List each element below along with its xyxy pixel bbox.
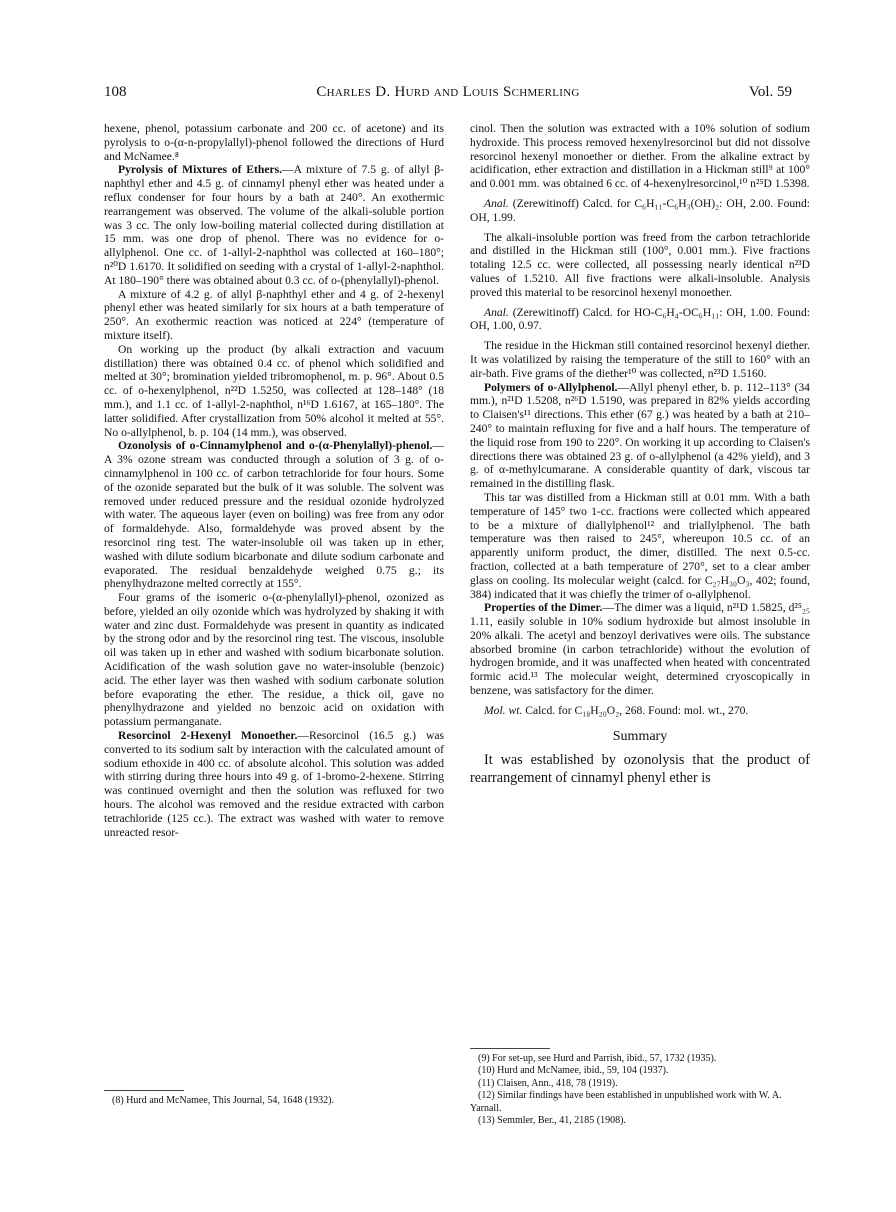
paragraph: Ozonolysis of o-Cinnamylphenol and o-(α-Phenylallyl)-phenol.—A 3% ozone stream was conducted through a solution of 3 g. of o-cinnamylphenol in 100 cc. of carbon tetrachloride for four hours. Some of the ozonide separated but the bulk of it was soluble. The solvent was removed under reduced pressure and the residual ozonide hydrolyzed with water. The aqueous layer (even on boiling) was free from any odor of formaldehyde. Also, formaldehyde was proved absent by the resorcinol ring test. The water-insoluble oil was taken up in ether, washed with dilute sodium bicarbonate and dilute sodium carbonate and evaporated. The residual benzaldehyde weighed 0.75 g.; its phenylhydrazone melted correctly at 155°. [104,439,444,591]
analysis-line: Anal. (Zerewitinoff) Calcd. for C₆H₁₁-C₆H₃(OH)₂: OH, 2.00. Found: OH, 1.99. [470,196,810,224]
volume-label: Vol. 59 [748,84,792,100]
analysis-line: Anal. (Zerewitinoff) Calcd. for HO-C₆H₄-OC₆H₁₁: OH, 1.00. Found: OH, 1.00, 0.97. [470,305,810,333]
paragraph: Resorcinol 2-Hexenyl Monoether.—Resorcinol (16.5 g.) was converted to its sodium salt by interaction with the calculated amount of sodium ethoxide in 400 cc. of absolute alcohol. This solution was added with stirring during three hours into 49 g. of 1-bromo-2-hexene. Stirring was continued overnight and then the solution was refluxed for two hours. The alcohol was removed and the residue extracted with carbon tetrachloride (125 cc.). The extract was washed with water to remove unreacted resor- [104,729,444,839]
paragraph: The residue in the Hickman still contained resorcinol hexenyl diether. It was volatilized by raising the temperature of the still to 160° with an air-bath. Five grams of the diether¹⁰ was collected, n²³D 1.5160. [470,339,810,380]
paragraph: Properties of the Dimer.—The dimer was a liquid, n²¹D 1.5825, d²⁵₂₅ 1.11, easily soluble in 10% sodium hydroxide but almost insoluble in 20% alkali. The acetyl and benzoyl derivatives were oils. The substance absorbed bromine (in carbon tetrachloride) without the evolution of hydrogen bromide, and it was unaffected when heated with concentrated formic acid.¹³ The molecular weight, determined cryoscopically in benzene, was satisfactory for the dimer. [470,601,810,698]
paragraph: Polymers of o-Allylphenol.—Allyl phenyl ether, b. p. 112–113° (34 mm.), n²¹D 1.5208, n²⁶D 1.5190, was prepared in 82% yields according to Claisen's¹¹ directions. This ether (67 g.) was heated by a bath at 210–240° to maintain refluxing for five and a half hours. The temperature of the liquid rose from 190 to 220°. On working it up according to Claisen's directions there was obtained 23 g. of o-allylphenol (a 42% yield), and 3 g. of α-methylcumarane. A considerable quantity of dark, viscous tar remained in the distilling flask. [470,380,810,491]
molecular-weight-line: Mol. wt. Calcd. for C₁₈H₂₀O₂, 268. Found: mol. wt., 270. [484,703,749,717]
summary-text: It was established by ozonolysis that the product of rearrangement of cinnamyl phenyl ether is [470,752,810,787]
paragraph: Four grams of the isomeric o-(α-phenylallyl)-phenol, ozonized as before, yielded an oily ozonide which was hydrolyzed by shaking it with water and zinc dust. Formaldehyde was present in quantity as indicated by the strong odor and by the resorcinol ring test. The viscous, insoluble oil was taken up in ether and washed with sodium bicarbonate solution. Acidification of the wash solution gave no water-insoluble (benzoic) acid. The ether layer was then washed with sodium carbonate solution before evaporating the ether. The residue, a thick oil, gave no phenylhydrazone and yielded no benzoic acid on oxidation with potassium permanganate. [104,591,444,729]
page-header [104,84,792,106]
section-heading: Pyrolysis of Mixtures of Ethers. [118,163,283,177]
running-title: Charles D. Hurd and Louis Schmerling [316,84,580,100]
footnote: (10) Hurd and McNamee, ibid., 59, 104 (1937). [478,1065,669,1077]
paragraph: hexene, phenol, potassium carbonate and 200 cc. of acetone) and its pyrolysis to o-(α-n-propylallyl)-phenol followed the directions of Hurd and McNamee.⁸ [104,122,444,163]
left-footnotes [104,1090,444,1107]
section-heading: Resorcinol 2-Hexenyl Monoether. [118,729,298,743]
section-heading: Polymers of o-Allylphenol. [484,380,618,394]
footnote: (11) Claisen, Ann., 418, 78 (1919). [478,1077,618,1089]
footnote: (13) Semmler, Ber., 41, 2185 (1908). [478,1115,626,1127]
footnote: (8) Hurd and McNamee, This Journal, 54, 1648 (1932). [112,1095,334,1106]
left-column [104,122,444,839]
summary-heading: Summary [612,728,668,744]
page-number: 108 [104,84,127,100]
section-heading: Ozonolysis of o-Cinnamylphenol and o-(α-Phenylallyl)-phenol. [118,439,433,453]
paragraph: The alkali-insoluble portion was freed from the carbon tetrachloride and distilled in the Hickman still (100°, 0.001 mm.). Five fractions totaling 12.5 cc. were collected, all possessing nearly identical n²³D values of 1.5210. All five fractions were alkali-insoluble. Analysis proved this material to be resorcinol hexenyl monoether. [470,230,810,299]
footnote: (12) Similar findings have been established in unpublished work with W. A. Yarnall. [470,1090,782,1114]
analysis-label: Anal. [484,305,509,319]
section-heading: Properties of the Dimer. [484,601,603,615]
footnote-rule [470,1048,550,1049]
footnote-rule [104,1090,184,1091]
molwt-label: Mol. wt. [484,703,523,717]
paragraph: Pyrolysis of Mixtures of Ethers.—A mixture of 7.5 g. of allyl β-naphthyl ether and 4.5 g. of cinnamyl phenyl ether was heated under a reflux condenser for four hours by a bath at 240°. An exothermic rearrangement was observed. The volume of the alkali-soluble portion was 3 cc. The only low-boiling material collected during distillation at 15 mm. was one drop of phenol. There was no evidence for o-allylphenol. One cc. of 1-allyl-2-naphthol was collected at 160–180°; n²⁰D 1.6170. It solidified on seeding with a crystal of 1-allyl-2-naphthol. At 180–190° there was obtained about 0.3 cc. of o-(phenylallyl)-phenol. [104,163,444,287]
paragraph: A mixture of 4.2 g. of allyl β-naphthyl ether and 4 g. of 2-hexenyl phenyl ether was heated similarly for six hours at a bath temperature of 250°. An exothermic reaction was noticed at 224° (temperature of mixture itself). [104,287,444,342]
paragraph: This tar was distilled from a Hickman still at 0.01 mm. With a bath temperature of 145° two 1-cc. fractions were collected which appeared to be a mixture of diallylphenol¹² and triallylphenol. The bath temperature was then raised to 245°, whereupon 10.5 cc. of an apparently uniform product, the dimer, distilled. The next 0.5-cc. fraction, collected at a bath temperature of 270°, set to a clear amber glass on cooling. Its molecular weight (calcd. for C₂₇H₃₀O₃, 402; found, 384) indicated that it was chiefly the trimer of o-allylphenol. [470,490,810,601]
right-column [470,122,810,787]
footnote: (9) For set-up, see Hurd and Parrish, ibid., 57, 1732 (1935). [478,1053,717,1064]
analysis-label: Anal. [484,196,509,210]
paragraph: cinol. Then the solution was extracted with a 10% solution of sodium hydroxide. This process removed hexenylresorcinol but did not dissolve resorcinol hexenyl monoether or diether. From the alkaline extract by acidification, ether extraction and distillation in a Hickman still⁹ at 100° and 0.001 mm. was obtained 6 cc. of 4-hexenylresorcinol,¹⁰ n²⁵D 1.5398. [470,122,810,191]
paragraph: On working up the product (by alkali extraction and vacuum distillation) there was obtained 0.4 cc. of phenol which solidified and melted at 30°; bromination yielded tribromophenol, m. p. 96°. About 0.5 cc. of o-hexenylphenol, n²²D 1.5250, was collected at 128–148° (18 mm.), and 1.1 cc. of 1-allyl-2-naphthol, n¹⁶D 1.6167, at 165–180°. The latter solidified. After crystallization from 50% alcohol it melted at 55°. No o-allylphenol, b. p. 104 (14 mm.), was observed. [104,342,444,439]
right-footnotes [470,1048,810,1127]
